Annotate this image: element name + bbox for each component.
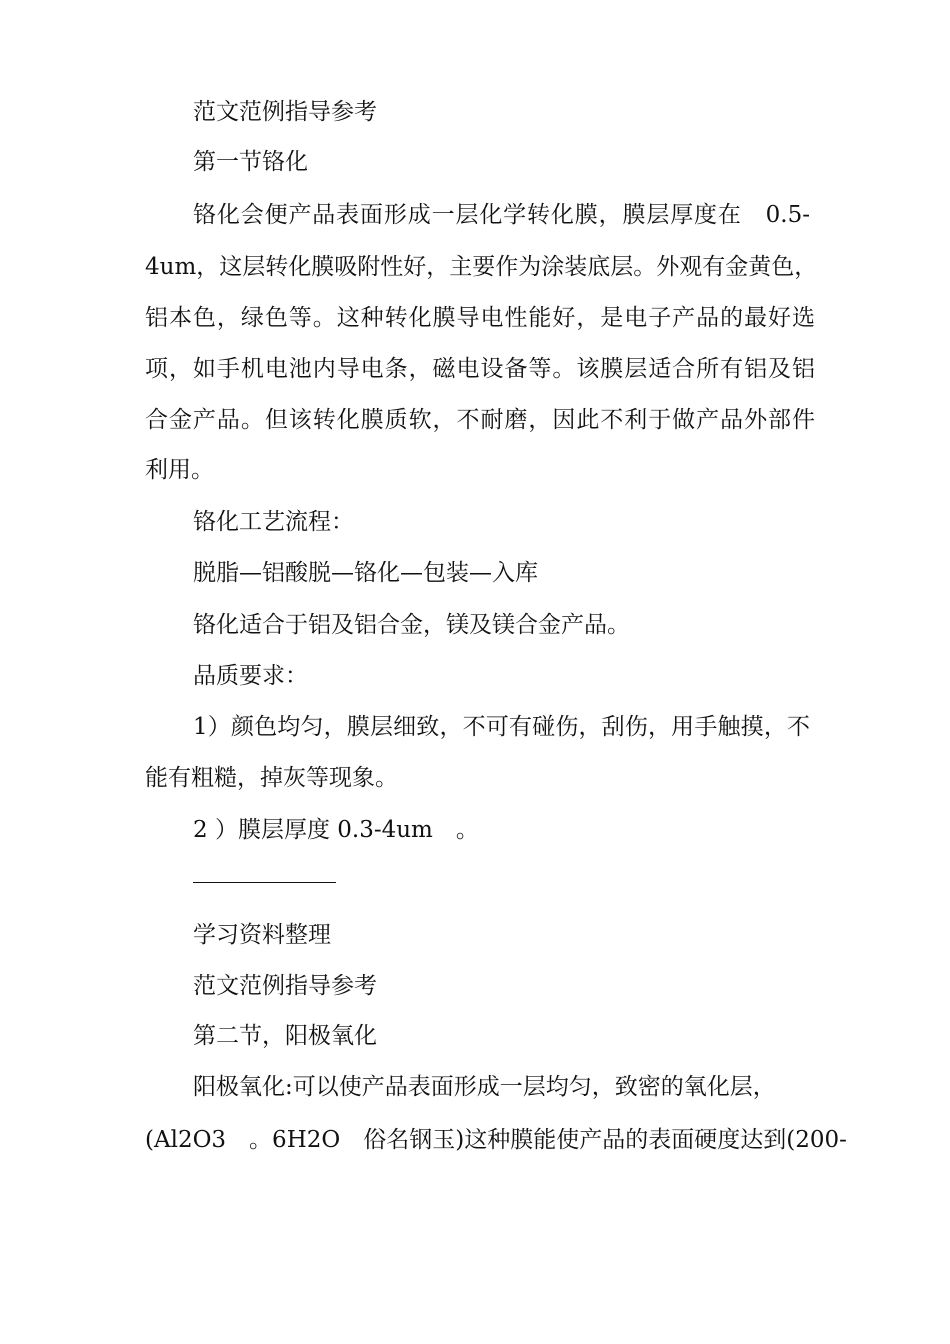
quality-label: 品质要求： <box>193 663 308 689</box>
paragraph-line: 合金产品。但该转化膜质软，不耐磨，因此不利于做产品外部件 <box>145 407 815 433</box>
process-label: 铬化工艺流程： <box>193 509 354 535</box>
requirement-line: 1）颜色均匀，膜层细致，不可有碰伤，刮伤，用手触摸，不 <box>193 714 810 740</box>
paragraph-line: 利用。 <box>145 457 214 483</box>
footer-divider <box>193 882 336 883</box>
section-title: 第二节，阳极氧化 <box>193 1023 377 1049</box>
paragraph-line: 铬化会便产品表面形成一层化学转化膜，膜层厚度在 0.5- <box>193 202 810 228</box>
requirement-line: 能有粗糙，掉灰等现象。 <box>145 765 398 791</box>
section-title: 第一节铬化 <box>193 149 308 175</box>
paragraph-line: 阳极氧化:可以使产品表面形成一层均匀，致密的氧化层， <box>193 1074 776 1100</box>
page-header: 范文范例指导参考 <box>193 99 377 125</box>
paragraph-line: 铝本色，绿色等。这种转化膜导电性能好，是电子产品的最好选 <box>145 305 815 331</box>
paragraph-line: 项，如手机电池内导电条，磁电设备等。该膜层适合所有铝及铝 <box>145 356 815 382</box>
process-flow: 脱脂—铝酸脱—铬化—包装—入库 <box>193 560 538 586</box>
requirement-line: 2 ）膜层厚度 0.3-4um 。 <box>193 817 479 843</box>
applicable-text: 铬化适合于铝及铝合金，镁及镁合金产品。 <box>193 612 630 638</box>
page-header: 范文范例指导参考 <box>193 973 377 999</box>
paragraph-line: 4um，这层转化膜吸附性好，主要作为涂装底层。外观有金黄色， <box>145 254 818 280</box>
paragraph-line: (Al2O3 。6H2O 俗名钢玉)这种膜能使产品的表面硬度达到(200- <box>145 1127 847 1153</box>
page-footer: 学习资料整理 <box>193 922 331 948</box>
